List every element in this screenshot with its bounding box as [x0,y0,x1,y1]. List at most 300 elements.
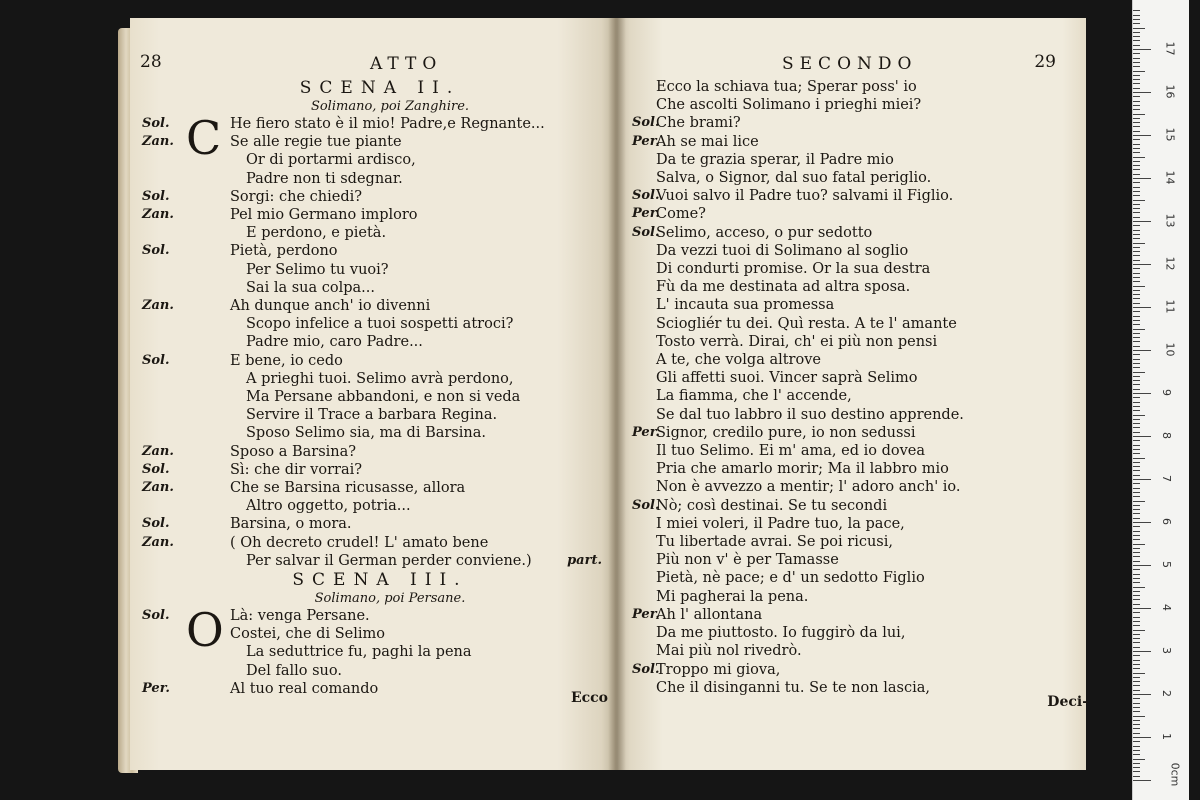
ruler-tick [1133,436,1151,437]
ruler-tick [1133,135,1151,136]
verse-text: Sai la sua colpa... [246,279,375,296]
ruler-tick [1133,462,1140,463]
ruler-tick [1133,238,1140,239]
ruler-tick [1133,711,1140,712]
verse-text: Più non v' è per Tamasse [656,552,839,569]
speaker-label: Sol. [632,661,660,677]
ruler-tick [1133,522,1151,523]
ruler-tick [1133,440,1140,441]
measuring-ruler [1132,0,1189,800]
ruler-tick [1133,509,1140,510]
ruler-tick [1133,505,1140,506]
verse-line [632,406,1026,424]
ruler-tick [1133,470,1140,471]
verse-line [230,279,590,297]
verse-line [142,461,590,479]
verse-text: Al tuo real comando [230,680,379,697]
verse-line [632,242,1026,260]
verse-line [230,370,590,388]
ruler-tick [1133,518,1140,519]
verse-text: Tosto verrà. Dirai, ch' ei più non pensi [656,333,938,350]
speaker-label: Zan. [142,207,174,223]
ruler-tick [1133,178,1151,179]
ruler-tick [1133,122,1140,123]
ruler-tick [1133,19,1140,20]
verse-line [632,387,1026,405]
verse-text: Servire il Trace a barbara Regina. [246,407,498,424]
ruler-tick [1133,114,1145,115]
ruler-tick [1133,363,1140,364]
speaker-label: Zan. [142,534,174,550]
verse-text: La fiamma, che l' accende, [656,388,852,405]
verse-line [632,114,1026,132]
ruler-tick [1133,453,1140,454]
ruler-tick [1133,157,1145,158]
ruler-label: 10 [1163,342,1177,357]
speaker-label: Sol. [142,188,170,204]
ruler-tick [1133,247,1140,248]
ruler-tick [1133,591,1140,592]
ruler-tick [1133,230,1140,231]
ruler-tick [1133,660,1140,661]
drop-capital: C [186,111,222,165]
ruler-tick [1133,703,1140,704]
header-word-right: SECONDO [782,54,918,74]
ruler-tick [1133,445,1140,446]
ruler-tick [1133,733,1140,734]
ruler-tick [1133,483,1140,484]
verse-line [230,151,590,169]
ruler-tick [1133,187,1140,188]
ruler-label: 12 [1163,256,1177,271]
verse-text: E bene, io cedo [230,352,343,369]
ruler-tick [1133,754,1140,755]
ruler-tick [1133,427,1140,428]
verse-line [632,588,1026,606]
ruler-tick [1133,423,1140,424]
verse-line [230,662,590,680]
ruler-tick [1133,109,1140,110]
ruler-tick [1133,685,1140,686]
speaker-label: Sol. [142,352,170,368]
verse-line [632,624,1026,642]
ruler-label: 6 [1160,518,1173,525]
dialogue-block-b [142,603,590,698]
ruler-tick [1133,79,1140,80]
verse-text: Sì: che dir vorrai? [230,461,363,478]
ruler-tick [1133,578,1140,579]
verse-line [632,296,1026,314]
ruler-tick [1133,698,1140,699]
ruler-tick [1133,45,1140,46]
verse-text: ( Oh decreto crudel! L' amato bene [230,534,489,551]
ruler-tick [1133,337,1140,338]
ruler-tick [1133,397,1140,398]
ruler-tick [1133,587,1145,588]
ruler-tick [1133,415,1145,416]
verse-line [632,460,1026,478]
verse-line [632,133,1026,151]
verse-text: Scopo infelice a tuoi sospetti atroci? [246,316,514,333]
ruler-tick [1133,195,1140,196]
ruler-tick [1133,105,1140,106]
verse-line [142,133,590,151]
ruler-tick [1133,131,1140,132]
verse-line [142,515,590,533]
speaker-label: Zan. [142,480,174,496]
ruler-tick [1133,286,1145,287]
speaker-label: Sol. [632,115,660,131]
ruler-tick [1133,281,1140,282]
verse-text: Barsina, o mora. [230,516,352,533]
verse-line [632,151,1026,169]
verse-line [632,224,1026,242]
ruler-tick [1133,225,1140,226]
speaker-label: Per. [632,424,660,440]
ruler-tick [1133,466,1140,467]
verse-line [230,552,602,570]
ruler-label: 5 [1160,561,1173,568]
verse-line [230,643,590,661]
speaker-label: Sol. [142,516,170,532]
ruler-tick [1133,582,1140,583]
ruler-tick [1133,496,1140,497]
verse-text: Sposo Selimo sia, ma di Barsina. [246,425,486,442]
verse-text: Sciogliér tu dei. Quì resta. A te l' amante [656,315,957,332]
verse-line [632,96,1026,114]
ruler-label: 9 [1160,389,1173,396]
catchword-left: Ecco [570,690,608,706]
ruler-tick [1133,780,1151,781]
header-word-left: ATTO [370,54,443,74]
ruler-tick [1133,277,1140,278]
verse-line [142,188,590,206]
ruler-tick [1133,148,1140,149]
ruler-label: 17 [1163,41,1177,56]
ruler-tick [1133,651,1151,652]
ruler-tick [1133,66,1140,67]
ruler-tick [1133,746,1140,747]
ruler-tick [1133,621,1140,622]
ruler-tick [1133,264,1151,265]
ruler-tick [1133,642,1140,643]
verse-text: Mi pagherai la pena. [656,588,809,605]
verse-text: La seduttrice fu, paghi la pena [246,644,472,661]
ruler-tick [1133,771,1140,772]
scene-title-2: SCENA III. [292,570,468,591]
speaker-label: Per. [632,606,660,622]
ruler-label: 7 [1160,475,1173,482]
ruler-tick [1133,449,1140,450]
drop-capital: O [186,603,224,658]
ruler-tick [1133,15,1140,16]
ruler-tick [1133,668,1140,669]
ruler-tick [1133,690,1140,691]
verse-text: Ah dunque anch' io divenni [230,298,431,315]
scene-persons: Solimano, poi Zanghire. [310,99,470,114]
verse-text: Costei, che di Selimo [230,626,385,643]
ruler-tick [1133,513,1140,514]
verse-line [142,206,590,224]
verse-text: Ma Persane abbandoni, e non si veda [246,389,521,406]
ruler-tick [1133,664,1140,665]
ruler-tick [1133,569,1140,570]
speaker-label: Sol. [142,461,170,477]
verse-text: Da te grazia sperar, il Padre mio [656,151,894,168]
ruler-tick [1133,307,1151,308]
verse-text: Per Selimo tu vuoi? [246,261,389,278]
ruler-tick [1133,298,1140,299]
ruler-tick [1133,324,1140,325]
verse-line [632,187,1026,205]
ruler-tick [1133,28,1145,29]
ruler-tick [1133,488,1140,489]
ruler-label: 14 [1163,170,1177,185]
verse-line [632,369,1026,387]
speaker-label: Sol. [632,224,660,240]
verse-line [230,497,590,515]
verse-text: Del fallo suo. [246,662,342,679]
ruler-label: 2 [1160,690,1173,697]
speaker-label: Zan. [142,134,174,150]
verse-line [632,78,1026,96]
ruler-tick [1133,88,1140,89]
ruler-tick [1133,707,1140,708]
ruler-tick [1133,320,1140,321]
verse-text: Di condurti promise. Or la sua destra [656,261,931,278]
ruler-tick [1133,763,1140,764]
verse-text: Che il disinganni tu. Se te non lascia, [656,679,930,696]
ruler-tick [1133,152,1140,153]
ruler-tick [1133,393,1151,394]
ruler-tick [1133,767,1140,768]
ruler-tick [1133,350,1151,351]
verse-line [230,170,590,188]
verse-line [632,606,1026,624]
ruler-tick [1133,492,1140,493]
ruler-tick [1133,191,1140,192]
ruler-tick [1133,234,1140,235]
verse-text: Padre non ti sdegnar. [246,170,403,187]
ruler-tick [1133,144,1140,145]
page-number-left: 28 [140,52,162,72]
ruler-tick [1133,290,1140,291]
ruler-tick [1133,118,1140,119]
ruler-tick [1133,376,1140,377]
ruler-tick [1133,40,1140,41]
verse-line [632,205,1026,223]
verse-line [632,533,1026,551]
verse-text: Ah l' allontana [656,606,763,623]
speaker-label: Sol. [142,243,170,259]
ruler-tick [1133,354,1140,355]
ruler-tick [1133,630,1145,631]
verse-line [632,424,1026,442]
ruler-tick [1133,83,1140,84]
ruler-tick [1133,23,1140,24]
verse-line [142,242,590,260]
ruler-tick [1133,681,1140,682]
verse-line [142,479,590,497]
ruler-tick [1133,101,1140,102]
verse-text: Salva, o Signor, dal suo fatal periglio. [656,170,932,187]
ruler-tick [1133,58,1140,59]
ruler-tick [1133,316,1140,317]
ruler-tick [1133,574,1140,575]
verse-text: A prieghi tuoi. Selimo avrà perdono, [246,370,514,387]
ruler-tick [1133,694,1151,695]
ruler-tick [1133,750,1140,751]
verse-line [632,315,1026,333]
verse-line [632,478,1026,496]
ruler-tick [1133,741,1140,742]
verse-line [632,497,1026,515]
verse-line [230,388,590,406]
ruler-tick [1133,638,1140,639]
verse-line [632,515,1026,533]
verse-text: L' incauta sua promessa [656,297,835,314]
ruler-tick [1133,724,1140,725]
verse-text: Ah se mai lice [656,133,759,150]
ruler-tick [1133,346,1140,347]
ruler-tick [1133,402,1140,403]
ruler-tick [1133,341,1140,342]
ruler-tick [1133,96,1140,97]
verse-text: Fù da me destinata ad altra sposa. [656,279,911,296]
verse-text: Or di portarmi ardisco, [246,152,416,169]
ruler-tick [1133,673,1145,674]
verse-line [230,315,590,333]
ruler-tick [1133,359,1140,360]
ruler-tick [1133,612,1140,613]
verse-text: Da me piuttosto. Io fuggirò da lui, [656,625,906,642]
ruler-tick [1133,329,1145,330]
ruler-label: 1 [1160,733,1173,740]
running-header-right [632,52,1056,78]
verse-text: Se alle regie tue piante [230,134,402,151]
ruler-tick [1133,475,1140,476]
verse-line [142,534,590,552]
ruler-tick [1133,410,1140,411]
verse-line [230,261,590,279]
ruler-tick [1133,36,1140,37]
ruler-tick [1133,71,1145,72]
verse-line [230,424,590,442]
ruler-tick [1133,311,1140,312]
ruler-tick [1133,92,1151,93]
ruler-label: 15 [1163,127,1177,142]
ruler-tick [1133,10,1140,11]
verse-text: Che se Barsina ricusasse, allora [230,480,466,497]
left-page [130,18,616,770]
verse-text: Pel mio Germano imploro [230,207,418,224]
ruler-tick [1133,604,1140,605]
verse-text: A te, che volga altrove [656,352,821,369]
ruler-tick [1133,303,1140,304]
verse-text: Pietà, nè pace; e d' un sedotto Figlio [656,570,925,587]
ruler-tick [1133,535,1140,536]
ruler-tick [1133,182,1140,183]
ruler-tick [1133,595,1140,596]
ruler-label: 3 [1160,647,1173,654]
ruler-tick [1133,556,1140,557]
verse-line [632,661,1026,679]
ruler-tick [1133,776,1140,777]
ruler-tick [1133,260,1140,261]
speaker-label: Sol. [142,608,170,624]
verse-text: Mai più nol rivedrò. [656,643,802,660]
ruler-tick [1133,268,1140,269]
ruler-tick [1133,544,1145,545]
speaker-label: Sol. [632,188,660,204]
verse-text: Sposo a Barsina? [230,443,357,460]
verse-line [142,352,590,370]
exit-mark: part. [567,552,602,568]
ruler-tick [1133,552,1140,553]
verse-text: Per salvar il German perder conviene.) [246,552,532,569]
verse-text: Padre mio, caro Padre... [246,334,423,351]
ruler-tick [1133,49,1151,50]
ruler-tick [1133,294,1140,295]
ruler-zero-label: 0cm [1168,762,1182,787]
speaker-label: Zan. [142,298,174,314]
ruler-label: 13 [1163,213,1177,228]
ruler-tick [1133,380,1140,381]
speaker-label: Sol. [632,497,660,513]
verse-text: Da vezzi tuoi di Solimano al soglio [656,242,909,259]
speaker-label: Per. [632,133,660,149]
ruler-tick [1133,634,1140,635]
verse-text: Vuoi salvo il Padre tuo? salvami il Figlio. [656,188,954,205]
verse-line [632,551,1026,569]
verse-line [230,625,590,643]
verse-text: Pria che amarlo morir; Ma il labbro mio [656,461,949,478]
ruler-tick [1133,677,1140,678]
verse-text: Ecco la schiava tua; Sperar poss' io [656,79,917,95]
ruler-tick [1133,531,1140,532]
ruler-tick [1133,32,1140,33]
verse-line [632,679,1026,697]
ruler-tick [1133,565,1151,566]
verse-line [632,642,1026,660]
ruler-label: 8 [1160,432,1173,439]
speaker-label: Sol. [142,116,170,131]
dialogue-block-a [142,111,602,570]
ruler-label: 11 [1163,299,1177,314]
ruler-tick [1133,625,1140,626]
ruler-tick [1133,759,1145,760]
ruler-tick [1133,251,1140,252]
verse-line [230,333,590,351]
ruler-tick [1133,255,1140,256]
verse-line [142,680,590,698]
book-gutter [608,18,626,770]
ruler-tick [1133,617,1140,618]
verse-text: Non è avvezzo a mentir; l' adoro anch' io. [656,479,961,496]
verse-line [142,443,590,461]
ruler-tick [1133,728,1140,729]
ruler-tick [1133,501,1145,502]
ruler-tick [1133,389,1140,390]
ruler-tick [1133,200,1145,201]
ruler-tick [1133,372,1145,373]
verse-text: Gli affetti suoi. Vincer saprà Selimo [656,370,918,387]
verse-line [632,260,1026,278]
ruler-tick [1133,62,1140,63]
ruler-tick [1133,204,1140,205]
ruler-label: 16 [1163,84,1177,99]
ruler-tick [1133,526,1140,527]
